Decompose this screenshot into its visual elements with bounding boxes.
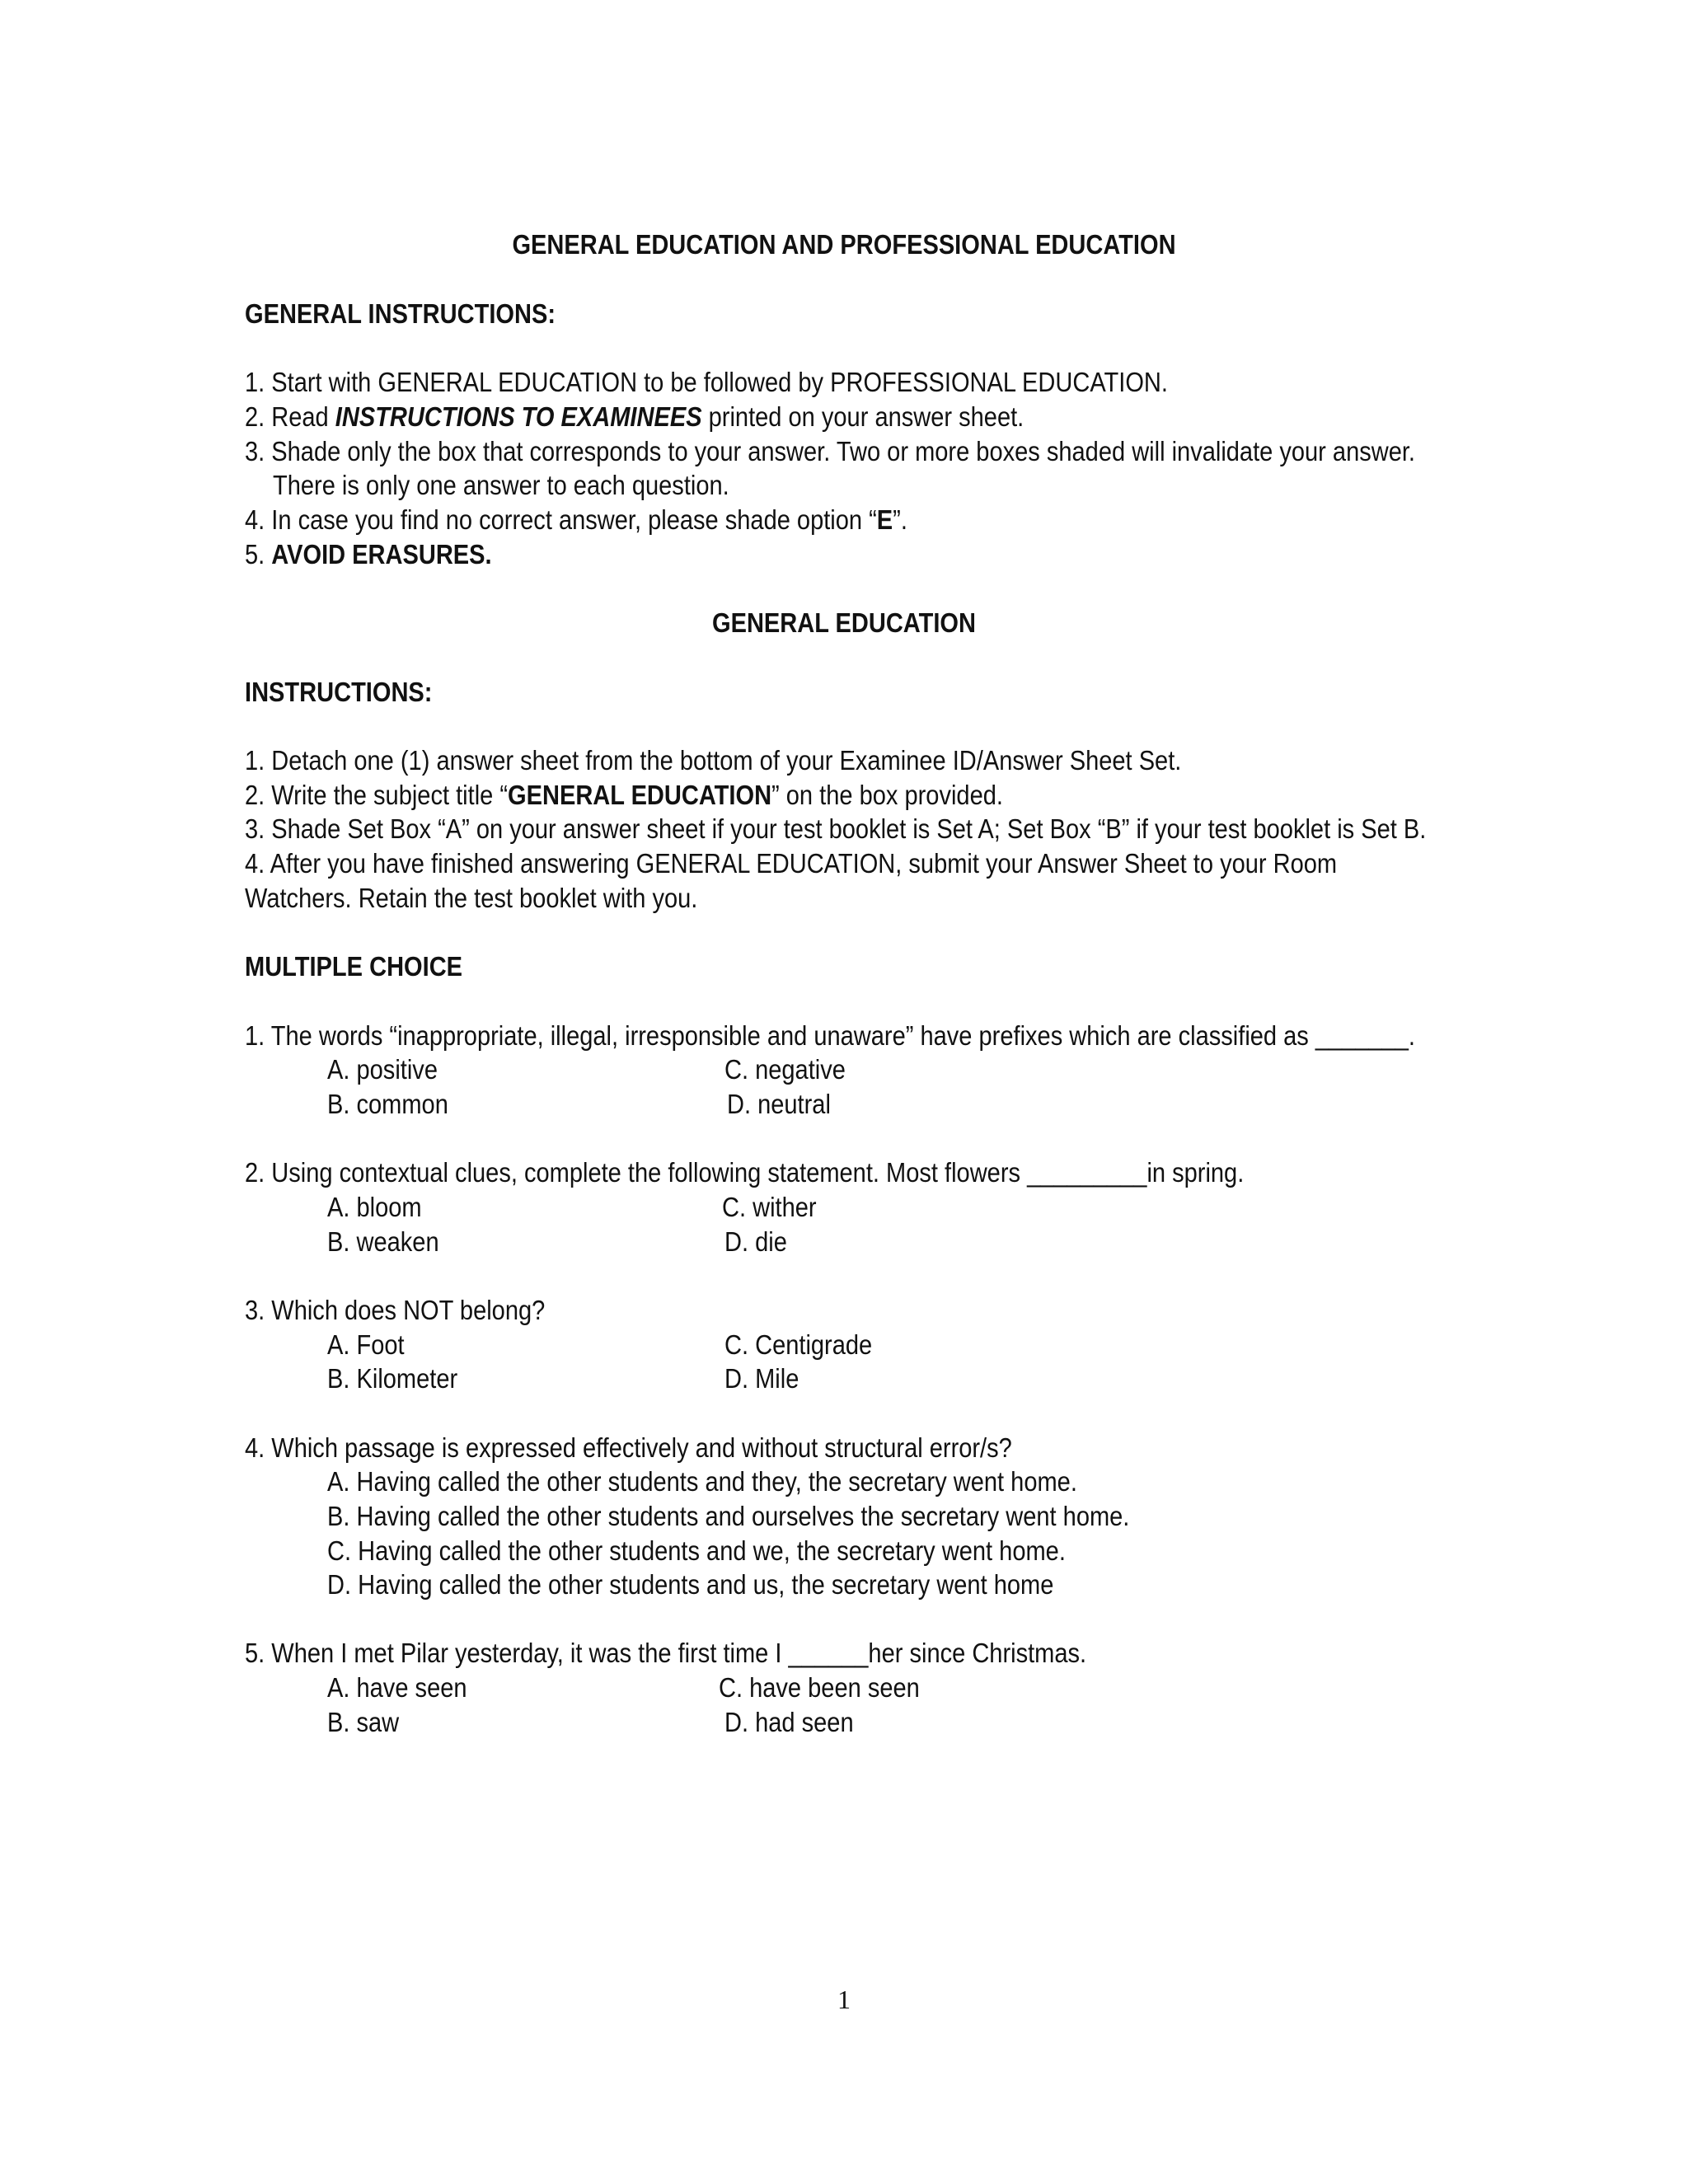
multiple-choice-heading: MULTIPLE CHOICE: [245, 951, 463, 982]
general-instruction-2: [245, 401, 1024, 434]
question-4-option-b: B. Having called the other students and ourselves the secretary went home.: [327, 1501, 1130, 1531]
question-3-stem: 3. Which does NOT belong?: [245, 1295, 546, 1325]
section-title: GENERAL EDUCATION: [711, 607, 976, 638]
question-5-stem: 5. When I met Pilar yesterday, it was the first time I ______her since Christmas.: [245, 1638, 1087, 1668]
instruction-4-line2: Watchers. Retain the test booklet with you.: [245, 883, 698, 913]
question-5-option-a: A. have seen: [327, 1672, 467, 1703]
general-instruction-3-line1: 3. Shade only the box that corresponds to your answer. Two or more boxes shaded will invalidate your answer.: [245, 436, 1416, 466]
general-instruction-2-prefix: 2. Read: [245, 401, 335, 432]
general-instruction-5-prefix: 5.: [245, 539, 272, 569]
general-instruction-4-prefix: 4. In case you find no correct answer, please shade option “: [245, 504, 877, 535]
instruction-2: [245, 779, 1003, 812]
question-1-option-a: A. positive: [327, 1054, 438, 1085]
page-number: 1: [837, 1985, 851, 2014]
question-1-option-b: B. common: [327, 1089, 448, 1119]
question-3-option-a: A. Foot: [327, 1329, 405, 1360]
instruction-3: 3. Shade Set Box “A” on your answer sheet if your test booklet is Set A; Set Box “B” if your test booklet is Set B.: [245, 813, 1427, 844]
question-4-option-d: D. Having called the other students and us, the secretary went home: [327, 1569, 1054, 1600]
instruction-1: 1. Detach one (1) answer sheet from the bottom of your Examinee ID/Answer Sheet Set.: [245, 745, 1182, 776]
question-3-option-b: B. Kilometer: [327, 1363, 458, 1394]
question-3-option-c: C. Centigrade: [724, 1329, 873, 1360]
question-2-option-a: A. bloom: [327, 1192, 422, 1222]
general-instruction-4: [245, 504, 907, 537]
question-1-option-c: C. negative: [724, 1054, 846, 1085]
question-2-option-c: C. wither: [722, 1192, 817, 1222]
question-2-stem: 2. Using contextual clues, complete the following statement. Most flowers _________in spring.: [245, 1157, 1245, 1188]
document-title: GENERAL EDUCATION AND PROFESSIONAL EDUCATION: [512, 229, 1176, 260]
question-4-option-c: C. Having called the other students and we, the secretary went home.: [327, 1535, 1066, 1566]
question-2-option-b: B. weaken: [327, 1226, 439, 1257]
instruction-2-prefix: 2. Write the subject title “: [245, 780, 509, 810]
question-4-option-a: A. Having called the other students and they, the secretary went home.: [327, 1466, 1077, 1497]
instruction-4-line1: 4. After you have finished answering GENERAL EDUCATION, submit your Answer Sheet to your Room: [245, 848, 1338, 879]
general-instruction-3-line2: There is only one answer to each question.: [273, 470, 729, 500]
general-instruction-2-suffix: printed on your answer sheet.: [701, 401, 1025, 432]
question-5-option-b: B. saw: [327, 1707, 400, 1737]
question-5-option-d: D. had seen: [724, 1707, 854, 1737]
instructions-heading: INSTRUCTIONS:: [245, 677, 433, 707]
question-4-stem: 4. Which passage is expressed effectively and without structural error/s?: [245, 1432, 1012, 1463]
general-instructions-heading: GENERAL INSTRUCTIONS:: [245, 298, 556, 329]
question-5-option-c: C. have been seen: [719, 1672, 920, 1703]
question-1-option-d: D. neutral: [727, 1089, 831, 1119]
general-instruction-2-emphasis: INSTRUCTIONS TO EXAMINEES: [335, 401, 702, 432]
instruction-2-suffix: ” on the box provided.: [771, 780, 1003, 810]
instruction-2-emphasis: GENERAL EDUCATION: [508, 780, 772, 810]
question-1-stem: 1. The words “inappropriate, illegal, irresponsible and unaware” have prefixes which are classified as _______.: [245, 1020, 1416, 1051]
general-instruction-4-emphasis: E: [876, 504, 893, 535]
general-instruction-5: [245, 538, 492, 571]
question-2-option-d: D. die: [724, 1226, 787, 1257]
general-instruction-1: 1. Start with GENERAL EDUCATION to be followed by PROFESSIONAL EDUCATION.: [245, 367, 1168, 397]
general-instruction-4-suffix: ”.: [893, 504, 907, 535]
question-3-option-d: D. Mile: [724, 1363, 799, 1394]
general-instruction-5-emphasis: AVOID ERASURES.: [271, 539, 492, 569]
